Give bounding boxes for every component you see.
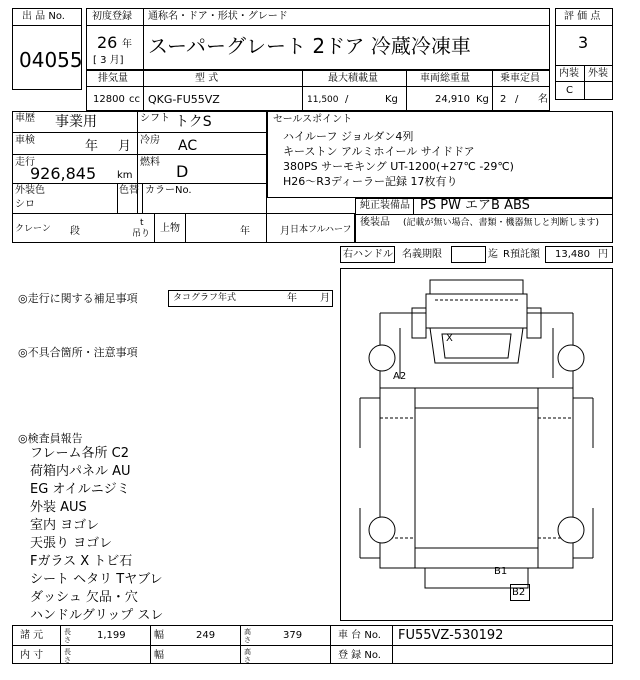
height-value: 379 (283, 630, 303, 641)
crane-ton: t (140, 218, 144, 228)
displacement: 12800 (93, 94, 125, 105)
sales-line-3: 380PS サーモキング UT-1200(+27℃ -29℃) (283, 160, 514, 173)
registration-no-label: 登 録 No. (338, 650, 381, 661)
seating-slash: / (515, 94, 519, 105)
divider (185, 213, 186, 243)
length-label: 長さ (64, 628, 71, 644)
equipment-label: 純正装備品 (360, 200, 410, 211)
shift-label: シフト (140, 113, 170, 124)
joubutsu-label: 上物 (160, 223, 180, 234)
displacement-label: 排気量 (98, 73, 128, 84)
divider (12, 645, 613, 646)
divider (12, 154, 267, 155)
crane-label: クレーン (15, 224, 51, 234)
sales-line-2: キーストン アルミホイール サイドドア (283, 145, 475, 158)
crane-hang: 吊り (132, 229, 151, 239)
tachograph-label: タコグラフ年式 (173, 293, 237, 303)
seating-label: 乗車定員 (500, 73, 540, 84)
divider (413, 198, 414, 214)
inner-width-label: 幅 (154, 650, 164, 661)
sales-point-title: セールスポイント (273, 114, 353, 125)
car-name-label: 通称名・ドア・形状・グレード (148, 11, 288, 22)
first-registration-label: 初度登録 (92, 11, 132, 22)
equipment-value: PS PW エアB ABS (420, 198, 530, 213)
divider (492, 70, 493, 111)
width-label: 幅 (154, 630, 164, 641)
divider (355, 214, 613, 215)
recycle-value: 13,480 (555, 249, 590, 260)
height-label: 高さ (244, 628, 251, 644)
capacity-label: 最大積載量 (328, 73, 378, 84)
diagram-mark-a2: A2 (393, 371, 407, 382)
divider (406, 70, 407, 111)
divider (154, 213, 155, 243)
rear-right-wheel (558, 517, 584, 543)
tachograph-year: 年 (287, 293, 297, 304)
divider (555, 25, 613, 26)
inspector-line: 荷箱内パネル AU (30, 464, 131, 479)
inspector-report-label: ◎検査員報告 (18, 432, 83, 445)
truck-diagram (340, 268, 613, 621)
capacity-value: 11,500 (307, 95, 339, 105)
shift-value: トクS (175, 114, 212, 130)
tachograph-month: 月 (320, 293, 330, 304)
crane-row (267, 213, 355, 243)
divider (143, 8, 144, 70)
divider (60, 625, 61, 664)
gross-weight-label: 車両総重量 (420, 73, 470, 84)
joubutsu-year: 年 (240, 226, 250, 237)
sales-line-4: H26～R3ディーラー記録 17枚有り (283, 175, 458, 188)
inspection-month: 月 (118, 139, 132, 154)
inspector-line: フレーム各所 C2 (30, 446, 129, 461)
divider (117, 183, 118, 213)
inspector-line: EG オイルニジミ (30, 482, 130, 497)
model-value: QKG-FU55VZ (148, 93, 220, 106)
divider (137, 111, 138, 213)
inner-height-label: 高さ (244, 648, 251, 664)
cab-roof (430, 280, 523, 294)
score-label: 評 価 点 (564, 11, 601, 22)
divider (12, 25, 82, 26)
divider (86, 25, 550, 26)
fuel-value: D (176, 162, 189, 181)
sales-line-1: ハイルーフ ジョルダン4列 (283, 130, 414, 143)
score-value: 3 (578, 33, 589, 52)
interior-score: C (566, 85, 573, 96)
color-no-label: カラーNo. (145, 185, 192, 196)
chassis-label: 車 台 No. (338, 630, 381, 641)
aircon-label: 冷房 (140, 135, 160, 146)
divider (240, 625, 241, 664)
capacity-slash: / (345, 94, 349, 105)
inspection-label: 車検 (15, 135, 35, 146)
obligation-box (451, 246, 486, 263)
inspector-line: ダッシュ 欠品・穴 (30, 590, 138, 605)
diagram-mark-x: X (446, 333, 453, 344)
aftermarket-note: (記載が無い場合、書類・機器無しと判断します) (403, 218, 600, 228)
color-label: 外装色 (15, 185, 45, 196)
box-body (380, 388, 573, 568)
front-right-wheel (558, 345, 584, 371)
divider (12, 132, 267, 133)
diagram-mark-b1: B1 (494, 566, 508, 577)
divider (86, 86, 550, 87)
exterior-score-label: 外装 (588, 68, 608, 79)
deadline-label: 迄 (488, 249, 498, 260)
color-change-label: 色替 (119, 185, 139, 196)
mileage-value: 926,845 (30, 164, 97, 183)
inspector-line: ハンドルグリップ スレ (30, 608, 164, 623)
gross-weight-value: 24,910 (435, 94, 470, 105)
model-label: 型 式 (195, 73, 219, 84)
inner-length-label: 長さ (64, 648, 71, 664)
interior-score-label: 内装 (559, 68, 579, 79)
rear-left-wheel (369, 517, 395, 543)
front-left-wheel (369, 345, 395, 371)
inspector-line: シート ヘタリ Tヤブレ (30, 572, 163, 587)
divider (12, 183, 267, 184)
divider (143, 70, 144, 111)
lot-number: 04055 (19, 48, 83, 72)
inspector-line: Fガラス X トビ石 (30, 554, 133, 569)
mileage-unit: km (117, 170, 133, 181)
divider (392, 625, 393, 664)
first-registration-year: 26 (97, 33, 118, 52)
spec-label: 諸 元 (20, 630, 44, 641)
history-value: 事業用 (55, 114, 97, 130)
divider (142, 183, 143, 213)
mileage-label: 走行 (15, 157, 35, 168)
fuel-label: 燃料 (140, 157, 160, 168)
divider (302, 70, 303, 111)
inspector-line: 外装 AUS (30, 500, 87, 515)
divider (584, 65, 585, 100)
divider (12, 213, 267, 214)
body-maker: 日本フルハーフ (290, 225, 352, 235)
crane-dan: 段 (70, 226, 80, 237)
seating-value: 2 (500, 94, 507, 105)
inspector-line: 室内 ヨゴレ (30, 518, 100, 533)
cc-unit: cc (129, 94, 140, 105)
seating-unit: 名 (538, 94, 548, 105)
aftermarket-label: 後装品 (360, 217, 390, 228)
aircon-value: AC (178, 138, 198, 154)
color-value: シロ (15, 199, 35, 210)
driving-notes-label: ◎走行に関する補足事項 (18, 292, 138, 305)
length-value: 1,199 (97, 630, 126, 641)
lot-number-label: 出 品 No. (22, 11, 65, 22)
inspection-year: 年 (85, 139, 99, 154)
recycle-label: R預託額 (503, 249, 540, 260)
gross-weight-kg: Kg (476, 94, 489, 105)
year-unit: 年 (122, 39, 132, 50)
diagram-mark-b2: B2 (512, 587, 526, 598)
cab-body (426, 294, 527, 328)
divider (150, 625, 151, 664)
capacity-kg: Kg (385, 94, 398, 105)
history-label: 車歴 (15, 113, 35, 124)
inspector-line: 天張り ヨゴレ (30, 536, 113, 551)
chassis-value: FU55VZ-530192 (398, 628, 504, 643)
width-value: 249 (196, 630, 216, 641)
car-name: スーパーグレート 2ドア 冷蔵冷凍車 (148, 34, 471, 58)
rhd-label: 右ハンドル (343, 249, 393, 260)
divider (330, 625, 331, 664)
joubutsu-month: 月 (280, 226, 290, 237)
defects-label: ◎不具合箇所・注意事項 (18, 346, 138, 359)
inner-label: 内 寸 (20, 650, 44, 661)
recycle-yen: 円 (598, 249, 608, 260)
obligation-label: 名義期限 (402, 249, 442, 260)
first-registration-month: [ 3 月] (93, 55, 124, 66)
